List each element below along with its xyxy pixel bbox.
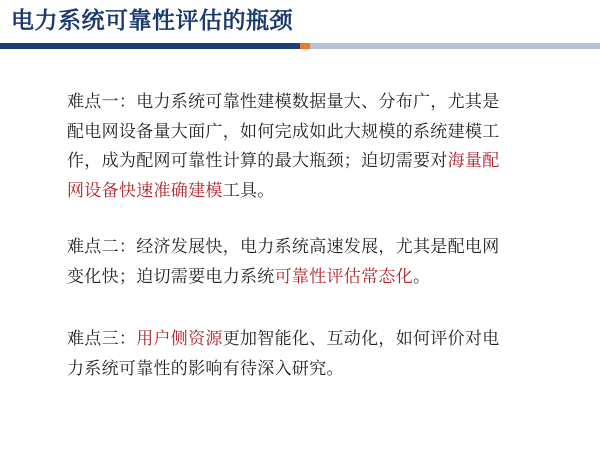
difficulty-one-text-end: 工具。	[222, 180, 275, 201]
title-underline-bar	[0, 43, 600, 49]
difficulty-two-highlight: 可靠性评估常态化	[274, 266, 414, 287]
difficulty-three-text: 难点三：	[67, 329, 137, 349]
difficulty-three-highlight: 用户侧资源	[136, 329, 223, 349]
title-bar-navy-segment	[0, 43, 300, 49]
difficulty-one-text: 难点一：电力系统可靠性建模数据量大、分布广，尤其是配电网设备量大面广，如何完成如此大规模的系统建模工作，成为配网可靠性计算的最大瓶颈；迫切需要对	[67, 92, 500, 171]
difficulty-two-paragraph	[67, 233, 513, 292]
slide-title: 电力系统可靠性评估的瓶颈	[11, 8, 293, 34]
difficulty-two-text: 难点二：经济发展快，电力系统高速发展，尤其是配电网变化快；迫切需要电力系统	[67, 237, 500, 287]
difficulty-one-paragraph	[67, 88, 513, 206]
difficulty-one-highlight: 海量配网设备快速准确建模	[67, 151, 500, 201]
title-bar-orange-segment	[300, 43, 310, 49]
difficulty-two-text-end: 。	[413, 266, 431, 287]
difficulty-three-paragraph	[67, 325, 513, 384]
title-bar-gray-segment	[310, 43, 600, 49]
difficulty-three-text-end: 更加智能化、互动化，如何评价对电力系统可靠性的影响有待深入研究。	[67, 329, 500, 379]
